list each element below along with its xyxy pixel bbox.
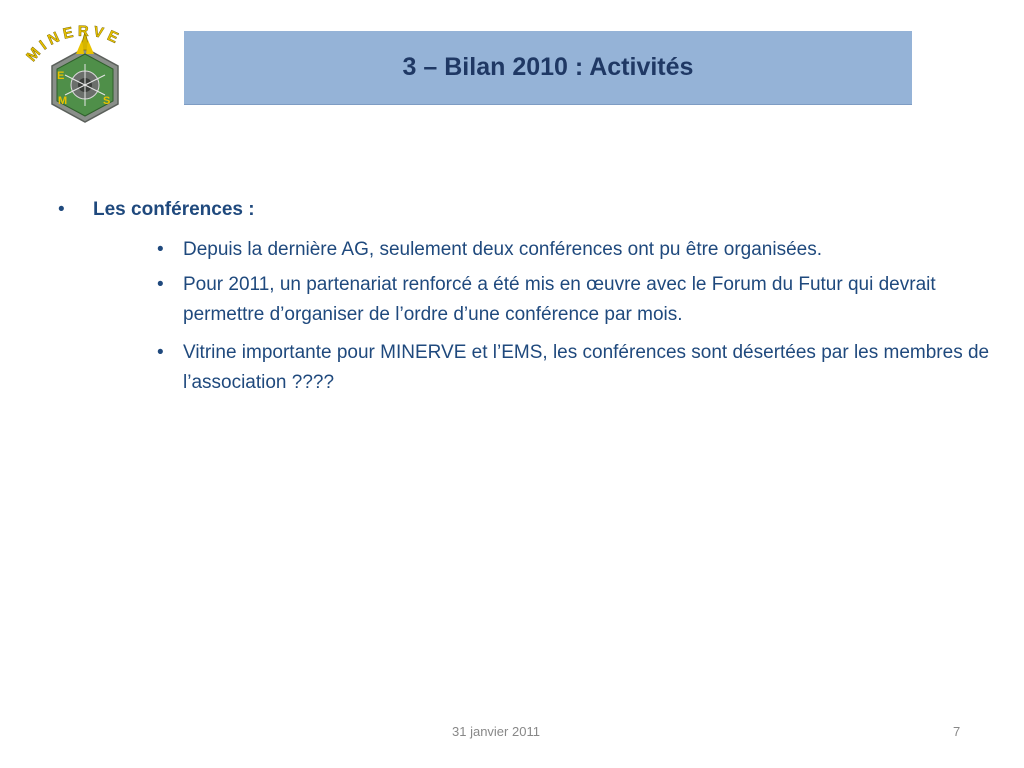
logo-letter-s: S (103, 95, 111, 107)
page-number: 7 (953, 724, 961, 739)
section-heading: Les conférences : (93, 199, 255, 220)
title-bar (184, 31, 912, 105)
svg-text:MINERVE (23, 23, 124, 65)
bullet-icon: • (58, 199, 65, 220)
list-item-text: Depuis la dernière AG, seulement deux conférences ont pu être organisées. (183, 239, 822, 260)
list-item-text: Vitrine importante pour MINERVE et l’EMS, les conférences sont désertées par les membres de l’association ???? (183, 342, 990, 393)
logo-letter-e: E (57, 70, 65, 82)
list-item (157, 235, 1002, 265)
list-item (157, 338, 1002, 398)
logo-letter-m: M (58, 95, 68, 107)
logo-name: MINERVE (23, 22, 125, 66)
list-item-text: Pour 2011, un partenariat renforcé a été mis en œuvre avec le Forum du Futur qui devrait permettre d’organiser de l’ordre d’une conférence par mois. (183, 274, 936, 325)
logo-text (20, 20, 150, 130)
bullet-icon: • (157, 239, 164, 260)
slide-title: 3 – Bilan 2010 : Activités (402, 53, 694, 81)
bullet-icon: • (157, 274, 164, 295)
bullet-icon: • (157, 342, 164, 363)
footer-date: 31 janvier 2011 (452, 724, 540, 739)
list-item (157, 270, 1002, 330)
